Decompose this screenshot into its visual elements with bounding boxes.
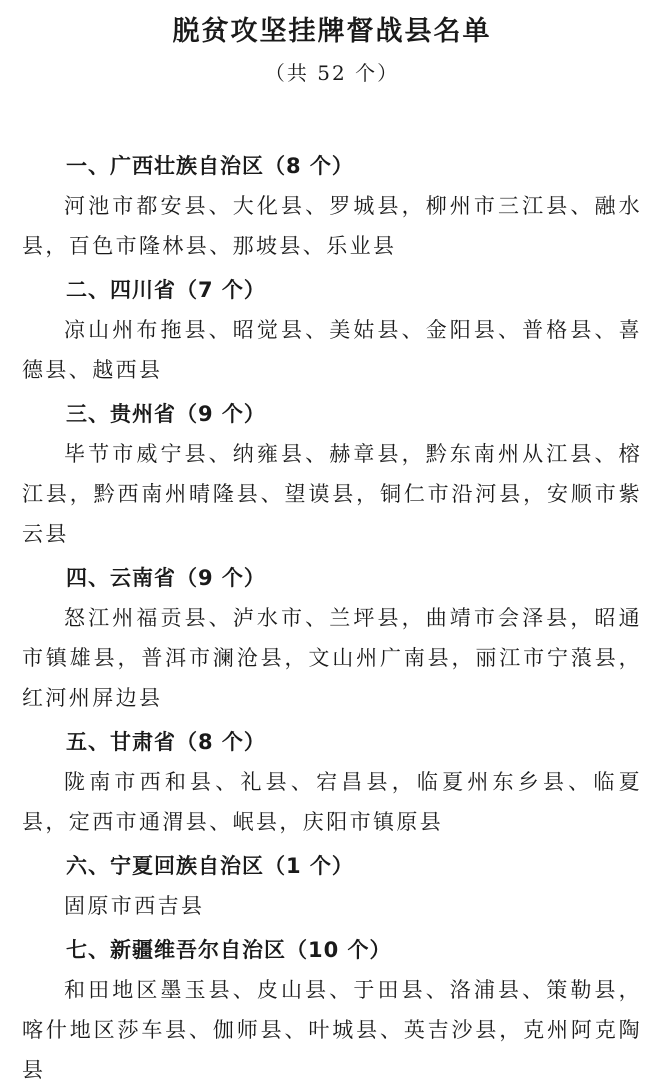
section-heading: 五、甘肃省（8 个） [66,730,266,754]
section-heading: 三、贵州省（9 个） [66,402,266,426]
section-county-list: 河池市都安县、大化县、罗城县，柳州市三江县、融水县，百色市隆林县、那坡县、乐业县 [22,194,642,258]
document-subtitle: （共 52 个） [264,61,400,85]
section-county-list: 和田地区墨玉县、皮山县、于田县、洛浦县、策勒县，喀什地区莎车县、伽师县、叶城县、英吉沙县，克州阿克陶县 [22,978,642,1082]
section-guizhou [22,394,642,554]
section-ningxia [22,846,642,926]
section-heading: 六、宁夏回族自治区（1 个） [66,854,354,878]
section-county-list: 毕节市威宁县、纳雍县、赫章县，黔东南州从江县、榕江县，黔西南州晴隆县、望谟县，铜仁市沿河县，安顺市紫云县 [22,442,642,546]
section-county-list: 凉山州布拖县、昭觉县、美姑县、金阳县、普格县、喜德县、越西县 [22,318,642,382]
section-heading: 四、云南省（9 个） [66,566,266,590]
section-county-list: 固原市西吉县 [64,894,205,918]
section-gansu [22,722,642,842]
section-county-list: 陇南市西和县、礼县、宕昌县，临夏州东乡县、临夏县，定西市通渭县、岷县，庆阳市镇原县 [22,770,642,834]
section-xinjiang [22,930,642,1090]
section-guangxi [22,146,642,266]
section-yunnan [22,558,642,718]
section-county-list: 怒江州福贡县、泸水市、兰坪县，曲靖市会泽县，昭通市镇雄县，普洱市澜沧县，文山州广南县，丽江市宁蒗县，红河州屏边县 [22,606,642,710]
document-title: 脱贫攻坚挂牌督战县名单 [172,16,492,47]
section-heading: 七、新疆维吾尔自治区（10 个） [66,938,392,962]
section-heading: 一、广西壮族自治区（8 个） [66,154,354,178]
section-heading: 二、四川省（7 个） [66,278,266,302]
county-list [22,146,642,1090]
section-sichuan [22,270,642,390]
